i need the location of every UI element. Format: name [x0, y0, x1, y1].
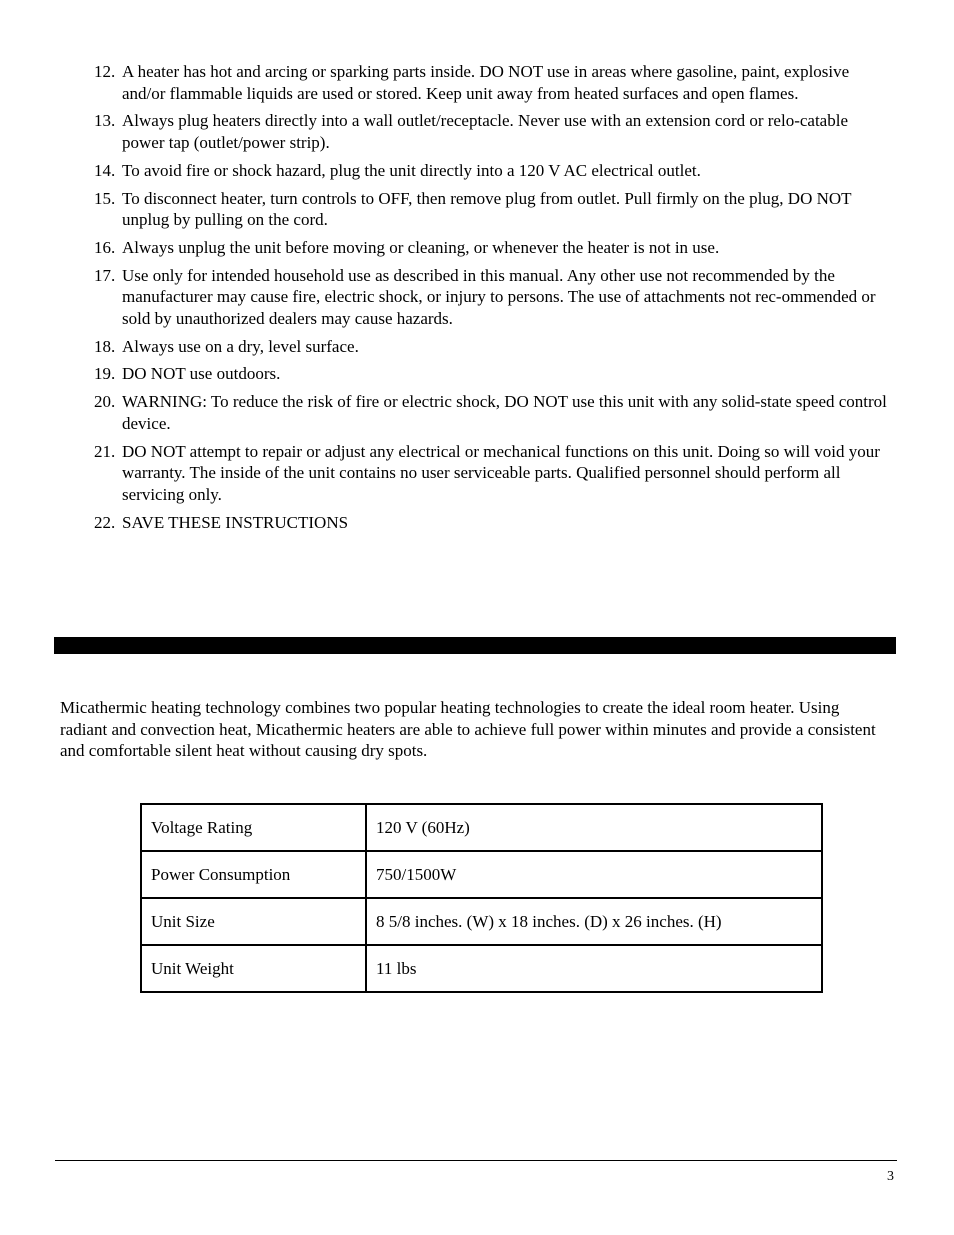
item-number: 16.: [94, 237, 116, 257]
spec-value: 11 lbs: [366, 945, 822, 992]
list-item: [94, 441, 894, 506]
spec-label: Power Consumption: [141, 851, 366, 898]
spec-value: 8 5/8 inches. (W) x 18 inches. (D) x 26 inches. (H): [366, 898, 822, 945]
item-number: 13.: [94, 111, 116, 131]
list-item: [94, 188, 894, 231]
item-text: Always use on a dry, level surface.: [122, 336, 359, 356]
item-number: 18.: [94, 336, 116, 356]
list-item: [94, 512, 894, 534]
item-number: 20.: [94, 392, 116, 412]
list-item: [94, 160, 894, 182]
item-text: To disconnect heater, turn controls to OFF, then remove plug from outlet. Pull firmly on the plug, DO NOT unplug by pulling on the cord.: [122, 188, 852, 230]
list-item: [94, 363, 894, 385]
spec-label: Voltage Rating: [141, 804, 366, 851]
item-number: 17.: [94, 265, 116, 285]
intro-paragraph: Micathermic heating technology combines two popular heating technologies to create the ideal room heater. Using radiant and convection heat, Micathermic heaters are able to achieve full power within minutes and provide a consistent and comfortable silent heat without causing dry spots.: [60, 698, 876, 761]
item-number: 19.: [94, 364, 116, 384]
safety-instructions-list: [94, 61, 894, 539]
item-text: Always unplug the unit before moving or cleaning, or whenever the heater is not in use.: [122, 237, 720, 257]
section-divider-bar: [54, 637, 896, 654]
item-text: DO NOT attempt to repair or adjust any electrical or mechanical functions on this unit. Doing so will void your warranty. The inside of the unit contains no user serviceable parts. Qualified personnel should perform all servicing only.: [122, 441, 880, 504]
item-text: Use only for intended household use as described in this manual. Any other use not recommended by the manufacturer may cause fire, electric shock, or injury to persons. The use of attachments not rec-ommended or sold by unauthorized dealers may cause hazards.: [122, 265, 876, 329]
spec-value: 750/1500W: [366, 851, 822, 898]
specifications-table: [140, 803, 823, 993]
list-item: [94, 110, 894, 153]
footer-rule: [55, 1160, 897, 1161]
item-number: 14.: [94, 160, 116, 180]
item-number: 22.: [94, 512, 116, 532]
item-text: SAVE THESE INSTRUCTIONS: [122, 512, 349, 532]
item-number: 21.: [94, 441, 116, 461]
table-row: [141, 898, 822, 945]
table-row: [141, 945, 822, 992]
list-item: [94, 265, 894, 330]
list-item: [94, 336, 894, 358]
list-item: [94, 61, 894, 104]
item-number: 12.: [94, 62, 116, 81]
page-number: 3: [887, 1169, 894, 1184]
item-text: A heater has hot and arcing or sparking parts inside. DO NOT use in areas where gasoline, paint, explosive and/or flammable liquids are used or stored. Keep unit away from heated surfaces and open flames.: [122, 62, 850, 103]
list-item: [94, 391, 894, 434]
item-number: 15.: [94, 188, 116, 208]
spec-label: Unit Weight: [141, 945, 366, 992]
item-text: To avoid fire or shock hazard, plug the unit directly into a 120 V AC electrical outlet.: [122, 160, 701, 180]
list-item: [94, 237, 894, 259]
item-text: WARNING: To reduce the risk of fire or electric shock, DO NOT use this unit with any solid-state speed control device.: [122, 392, 887, 433]
spec-label: Unit Size: [141, 898, 366, 945]
table-row: [141, 804, 822, 851]
spec-value: 120 V (60Hz): [366, 804, 822, 851]
table-row: [141, 851, 822, 898]
item-text: DO NOT use outdoors.: [122, 364, 281, 384]
item-text: Always plug heaters directly into a wall outlet/receptacle. Never use with an extension cord or relo-catable power tap (outlet/power strip).: [122, 111, 848, 153]
